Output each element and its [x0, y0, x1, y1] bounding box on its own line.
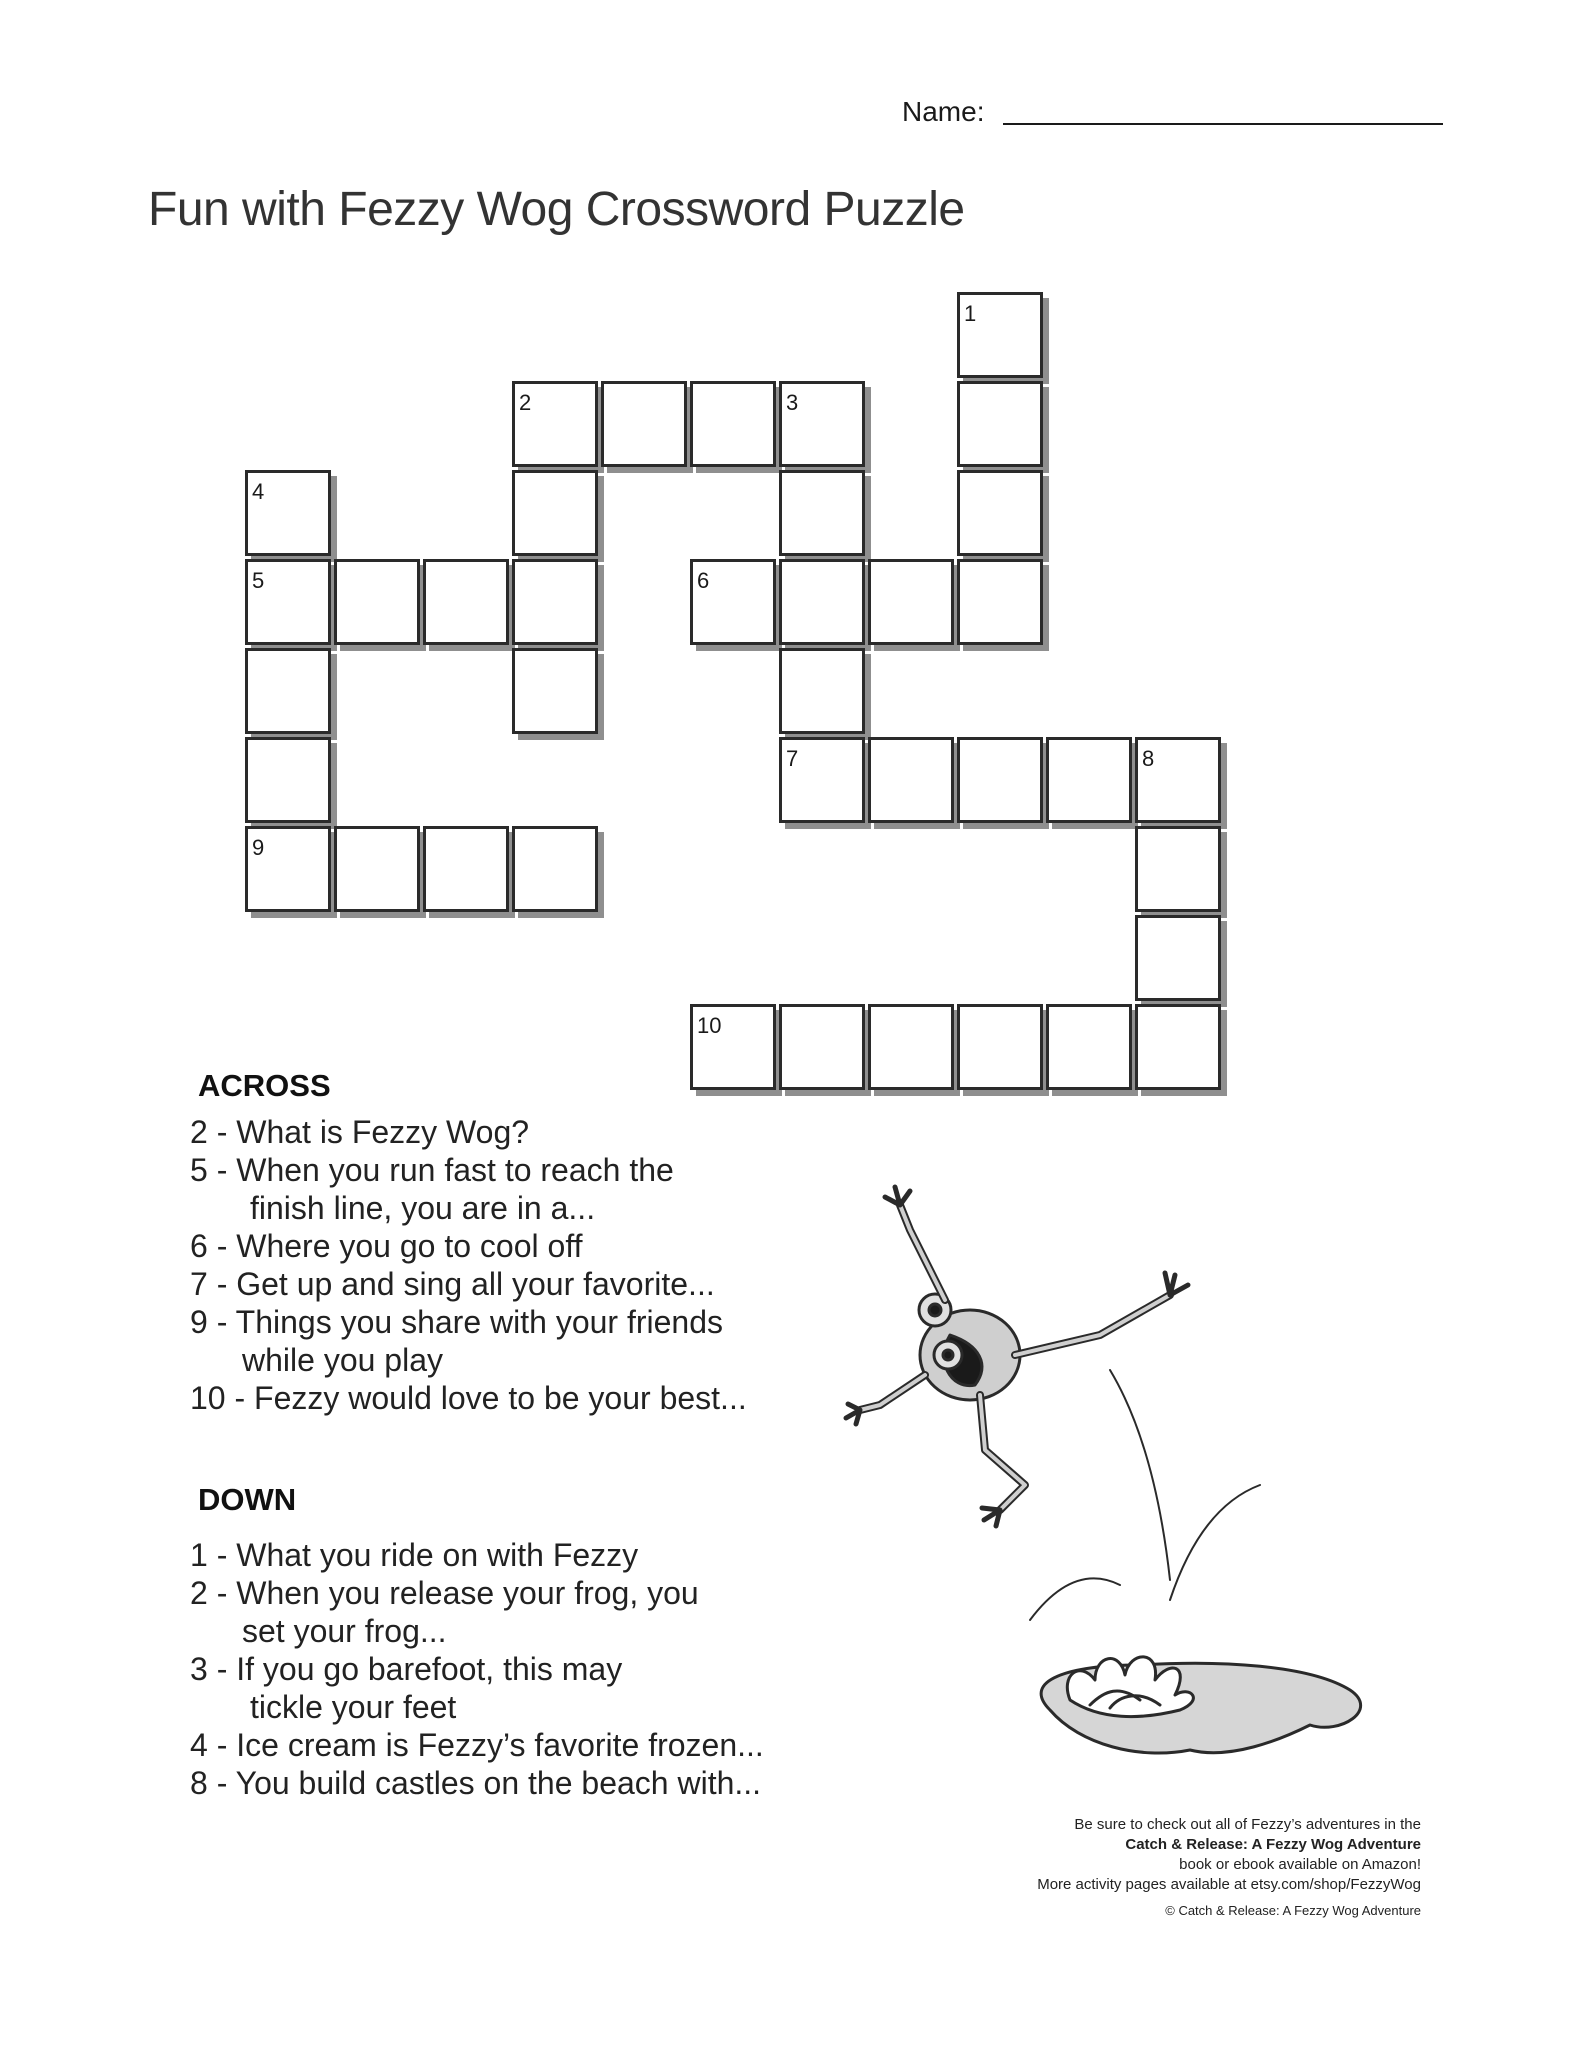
crossword-cell[interactable]	[957, 737, 1043, 823]
clue-down-3	[190, 1650, 830, 1726]
crossword-cell[interactable]	[779, 1004, 865, 1090]
clue-number: 5	[252, 568, 265, 593]
clue-number: 4	[252, 479, 265, 504]
cell-letter-input[interactable]	[248, 562, 328, 642]
cell-letter-input[interactable]	[248, 473, 328, 553]
clue-text-continued: finish line, you are in a...	[250, 1190, 596, 1226]
cell-letter-input[interactable]	[693, 1007, 773, 1087]
clue-text-continued: while you play	[242, 1342, 443, 1378]
clue-number: 10	[697, 1013, 722, 1038]
cell-letter-input[interactable]	[782, 651, 862, 731]
clue-down-4	[190, 1726, 830, 1764]
cell-letter-input[interactable]	[248, 829, 328, 909]
cell-letter-input[interactable]	[960, 1007, 1040, 1087]
cell-letter-input[interactable]	[1049, 740, 1129, 820]
crossword-cell-9[interactable]	[245, 826, 331, 912]
crossword-cell-7[interactable]	[779, 737, 865, 823]
crossword-cell[interactable]	[957, 559, 1043, 645]
crossword-cell[interactable]	[1135, 1004, 1221, 1090]
clue-across-9	[190, 1303, 830, 1379]
page-title: Fun with Fezzy Wog Crossword Puzzle	[148, 183, 965, 236]
crossword-cell[interactable]	[1046, 1004, 1132, 1090]
cell-letter-input[interactable]	[1138, 1007, 1218, 1087]
cell-letter-input[interactable]	[871, 740, 951, 820]
clue-number: 3	[786, 390, 799, 415]
cell-letter-input[interactable]	[337, 829, 417, 909]
clue-text: 9 - Things you share with your friends	[190, 1304, 723, 1340]
copyright: © Catch & Release: A Fezzy Wog Adventure	[1165, 1903, 1421, 1918]
cell-letter-input[interactable]	[604, 384, 684, 464]
footer-credits	[901, 1815, 1421, 1921]
cell-letter-input[interactable]	[782, 1007, 862, 1087]
crossword-cell-6[interactable]	[690, 559, 776, 645]
crossword-cell[interactable]	[512, 470, 598, 556]
crossword-cell[interactable]	[334, 826, 420, 912]
clue-down-1	[190, 1536, 830, 1574]
crossword-cell[interactable]	[868, 737, 954, 823]
clue-number: 8	[1142, 746, 1155, 771]
cell-letter-input[interactable]	[1138, 740, 1218, 820]
crossword-cell[interactable]	[512, 648, 598, 734]
cell-letter-input[interactable]	[960, 740, 1040, 820]
crossword-cell[interactable]	[423, 826, 509, 912]
clue-across-2	[190, 1113, 830, 1151]
clue-number: 1	[964, 301, 977, 326]
crossword-cell-3[interactable]	[779, 381, 865, 467]
cell-letter-input[interactable]	[1138, 918, 1218, 998]
cell-letter-input[interactable]	[1138, 829, 1218, 909]
crossword-cell[interactable]	[1135, 826, 1221, 912]
clue-down-8	[190, 1764, 830, 1802]
cell-letter-input[interactable]	[871, 562, 951, 642]
cell-letter-input[interactable]	[1049, 1007, 1129, 1087]
across-clue-list	[190, 1113, 830, 1417]
cell-letter-input[interactable]	[515, 829, 595, 909]
crossword-cell[interactable]	[957, 381, 1043, 467]
crossword-cell[interactable]	[957, 470, 1043, 556]
clue-number: 9	[252, 835, 265, 860]
cell-letter-input[interactable]	[248, 651, 328, 731]
clue-text: 2 - What is Fezzy Wog?	[190, 1114, 530, 1150]
clue-text-continued: tickle your feet	[250, 1689, 457, 1725]
cell-letter-input[interactable]	[515, 473, 595, 553]
frog-jumping-from-lily-pad-icon	[840, 1160, 1400, 1780]
clue-across-6	[190, 1227, 830, 1265]
crossword-cell-8[interactable]	[1135, 737, 1221, 823]
crossword-cell[interactable]	[1046, 737, 1132, 823]
crossword-cell[interactable]	[868, 559, 954, 645]
cell-letter-input[interactable]	[782, 384, 862, 464]
crossword-cell[interactable]	[512, 559, 598, 645]
etsy-link[interactable]: More activity pages available at etsy.com/shop/FezzyWog	[1037, 1876, 1421, 1893]
cell-letter-input[interactable]	[782, 562, 862, 642]
crossword-cell[interactable]	[334, 559, 420, 645]
cell-letter-input[interactable]	[693, 384, 773, 464]
crossword-cell-1[interactable]	[957, 292, 1043, 378]
crossword-cell[interactable]	[779, 470, 865, 556]
crossword-cell-4[interactable]	[245, 470, 331, 556]
crossword-cell-5[interactable]	[245, 559, 331, 645]
clue-text: 4 - Ice cream is Fezzy’s favorite frozen...	[190, 1727, 764, 1763]
crossword-cell[interactable]	[245, 737, 331, 823]
crossword-cell-2[interactable]	[512, 381, 598, 467]
clue-text: 10 - Fezzy would love to be your best...	[190, 1380, 747, 1416]
clue-across-10	[190, 1379, 830, 1417]
clue-text: 2 - When you release your frog, you	[190, 1575, 699, 1611]
cell-letter-input[interactable]	[426, 562, 506, 642]
clue-number: 2	[519, 390, 532, 415]
cell-letter-input[interactable]	[515, 384, 595, 464]
cell-letter-input[interactable]	[515, 651, 595, 731]
cell-letter-input[interactable]	[871, 1007, 951, 1087]
cell-letter-input[interactable]	[426, 829, 506, 909]
crossword-cell[interactable]	[779, 559, 865, 645]
crossword-cell[interactable]	[1135, 915, 1221, 1001]
clue-text: 8 - You build castles on the beach with...	[190, 1765, 762, 1801]
clue-down-2	[190, 1574, 830, 1650]
cell-letter-input[interactable]	[960, 295, 1040, 375]
crossword-cell[interactable]	[690, 381, 776, 467]
clue-number: 7	[786, 746, 799, 771]
cell-letter-input[interactable]	[337, 562, 417, 642]
clue-text: 7 - Get up and sing all your favorite...	[190, 1266, 715, 1302]
clue-across-7	[190, 1265, 830, 1303]
clue-number: 6	[697, 568, 710, 593]
clue-text-continued: set your frog...	[242, 1613, 447, 1649]
across-heading: ACROSS	[198, 1068, 331, 1103]
crossword-cell-10[interactable]	[690, 1004, 776, 1090]
cell-letter-input[interactable]	[960, 562, 1040, 642]
crossword-cell[interactable]	[868, 1004, 954, 1090]
clue-text: 6 - Where you go to cool off	[190, 1228, 583, 1264]
cell-letter-input[interactable]	[960, 384, 1040, 464]
crossword-cell[interactable]	[779, 648, 865, 734]
cell-letter-input[interactable]	[960, 473, 1040, 553]
crossword-cell[interactable]	[601, 381, 687, 467]
cell-letter-input[interactable]	[782, 740, 862, 820]
footer-line: Be sure to check out all of Fezzy’s adventures in the	[1074, 1816, 1421, 1833]
down-heading: DOWN	[198, 1482, 297, 1517]
down-clue-list	[190, 1536, 830, 1802]
cell-letter-input[interactable]	[782, 473, 862, 553]
clue-across-5	[190, 1151, 830, 1227]
crossword-cell[interactable]	[423, 559, 509, 645]
clue-text: 5 - When you run fast to reach the	[190, 1152, 674, 1188]
name-label: Name:	[902, 96, 985, 127]
footer-line: book or ebook available on Amazon!	[1179, 1856, 1421, 1873]
book-title: Catch & Release: A Fezzy Wog Adventure	[1125, 1836, 1421, 1853]
clue-text: 1 - What you ride on with Fezzy	[190, 1537, 639, 1573]
crossword-cell[interactable]	[245, 648, 331, 734]
crossword-cell[interactable]	[512, 826, 598, 912]
clue-text: 3 - If you go barefoot, this may	[190, 1651, 623, 1687]
cell-letter-input[interactable]	[515, 562, 595, 642]
cell-letter-input[interactable]	[693, 562, 773, 642]
cell-letter-input[interactable]	[248, 740, 328, 820]
crossword-cell[interactable]	[957, 1004, 1043, 1090]
